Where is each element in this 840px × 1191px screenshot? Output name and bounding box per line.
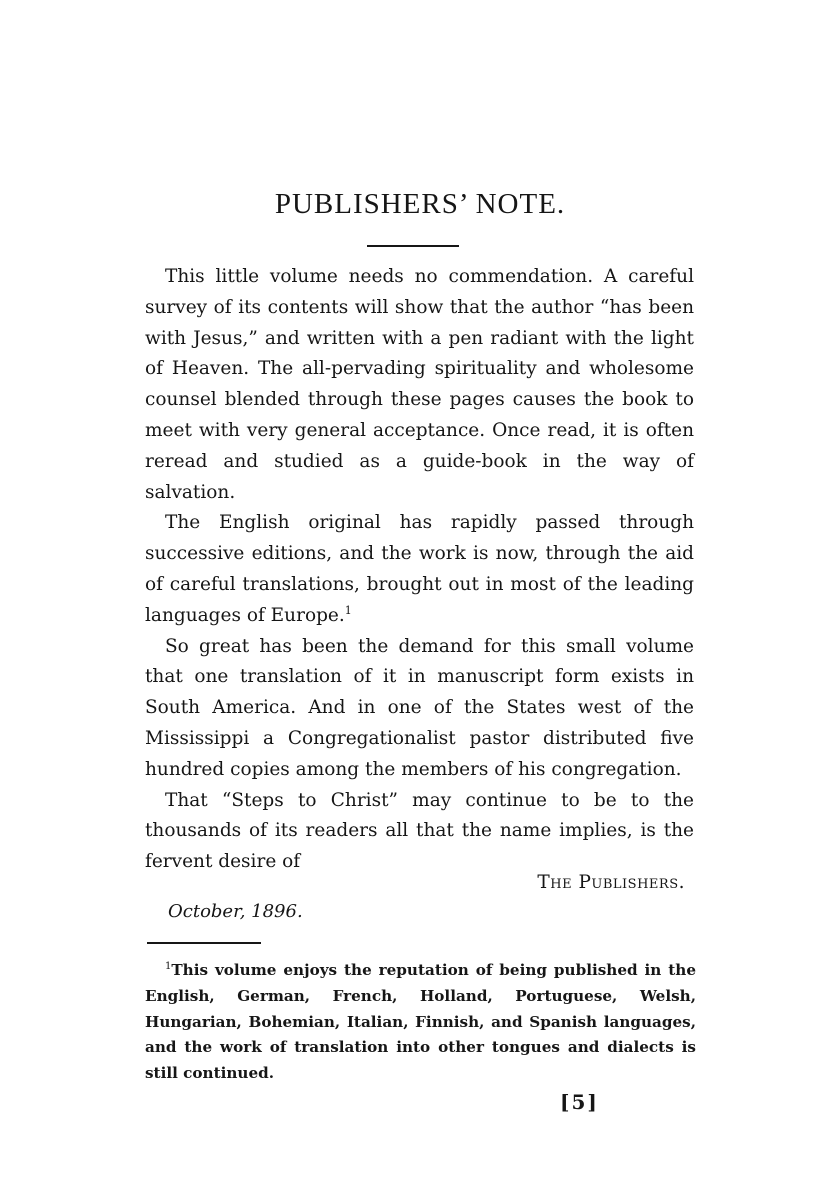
page-number: [5] — [560, 1090, 599, 1114]
paragraph-4: That “Steps to Christ” may continue to be to the thousands of its readers all that the name implies, is the fervent desire of — [145, 789, 694, 873]
signature: The Publishers. — [537, 872, 685, 893]
footnote-divider — [147, 942, 261, 944]
paragraph-1: This little volume needs no commendation. A careful survey of its contents will show that the author “has been with Jesus,” and written with a pen radiant with the light of Heaven. The all-pervading spirituality and wholesome counsel blended through these pages causes the book to meet with very general acceptance. Once read, it is often reread and studied as a guide-book in the way of salvation. — [145, 266, 694, 503]
footnote-reference: 1 — [344, 603, 352, 617]
date-line: October, 1896. — [168, 901, 303, 922]
paragraph-3: So great has been the demand for this small volume that one translation of it in manuscript form exists in South America. And in one of the States west of the Mississippi a Congregationalist pastor distributed five hundred copies among the members of his congregation. — [145, 635, 694, 780]
footnote — [145, 958, 696, 1087]
paragraph-2 — [145, 508, 694, 631]
title-divider — [367, 245, 459, 247]
footnote-number: 1 — [165, 960, 172, 972]
paragraph-2-text: The English original has rapidly passed through successive editions, and the work is now, through the aid of careful translations, brought out in most of the leading languages of Europe. — [145, 512, 694, 626]
note-body — [145, 262, 694, 878]
footnote-text: This volume enjoys the reputation of being published in the English, German, French, Holland, Portuguese, Welsh, Hungarian, Bohemian, Italian, Finnish, and Spanish languages, and the work of translation into other tongues and dialects is still continued. — [145, 961, 696, 1083]
page-title: PUBLISHERS’ NOTE. — [274, 188, 566, 220]
